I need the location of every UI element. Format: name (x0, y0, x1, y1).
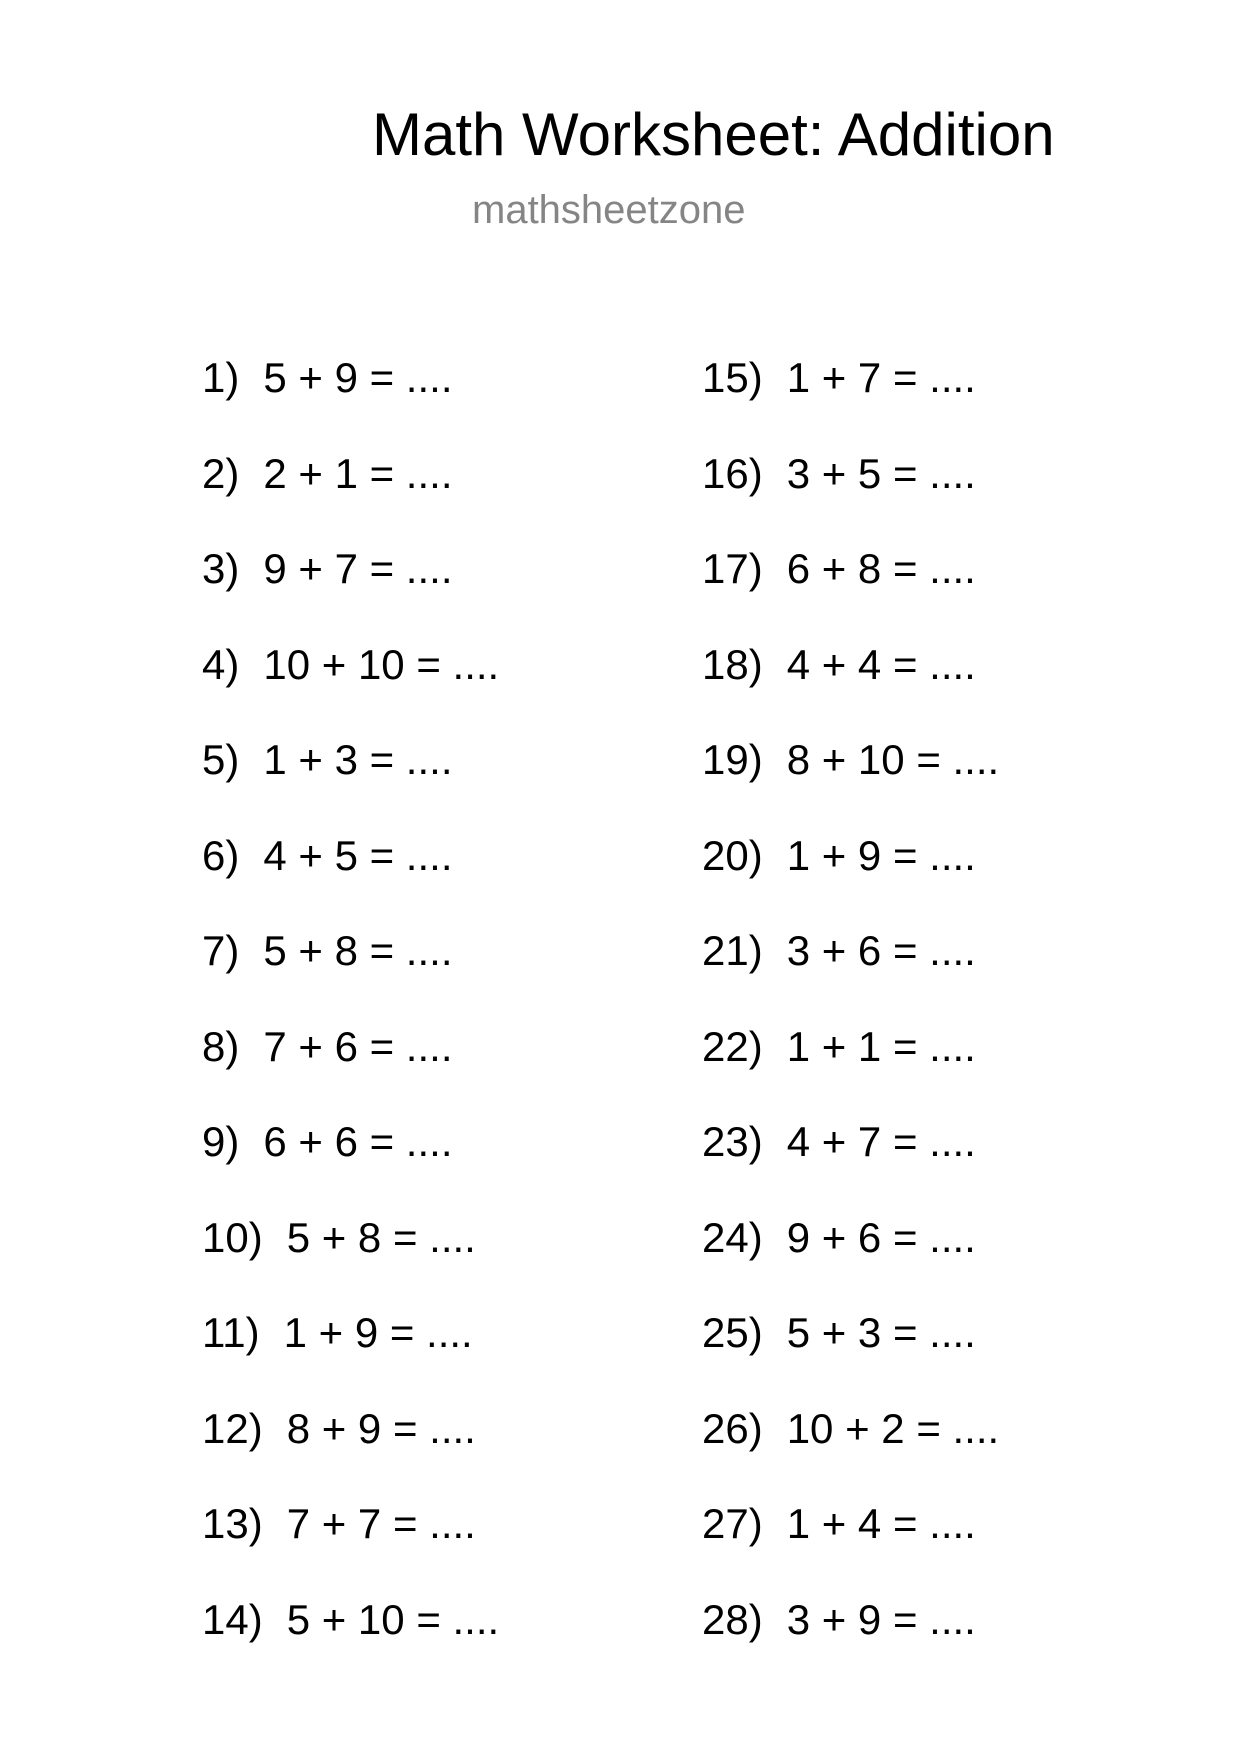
problem-item (702, 444, 999, 540)
problem-expression: 10 + 2 = .... (786, 1404, 1000, 1452)
problem-item (702, 1494, 999, 1590)
problem-item (202, 1303, 499, 1399)
problem-item (202, 826, 499, 922)
problem-expression: 6 + 6 = .... (263, 1118, 453, 1165)
problem-item (202, 730, 499, 826)
problem-item (702, 539, 999, 635)
problem-item (202, 1494, 499, 1590)
problem-number: 1) (202, 354, 240, 401)
problem-expression: 1 + 3 = .... (263, 736, 453, 783)
problem-item (202, 1208, 499, 1304)
problem-number: 4) (202, 640, 240, 688)
problem-number: 17) (702, 545, 763, 592)
problem-expression: 7 + 7 = .... (286, 1500, 476, 1547)
problem-number: 10) (202, 1213, 263, 1261)
problem-expression: 4 + 7 = .... (786, 1118, 976, 1165)
problem-number: 15) (702, 354, 763, 401)
problem-number: 25) (702, 1309, 763, 1356)
problem-number: 2) (202, 449, 240, 497)
problem-expression: 1 + 4 = .... (786, 1500, 976, 1547)
problem-item (202, 1112, 499, 1208)
problem-expression: 3 + 5 = .... (786, 449, 976, 497)
problem-number: 20) (702, 831, 763, 879)
problem-expression: 5 + 8 = .... (263, 927, 453, 974)
problem-expression: 3 + 9 = .... (786, 1595, 976, 1643)
problem-number: 12) (202, 1404, 263, 1452)
problem-item (702, 1399, 999, 1495)
problem-expression: 9 + 6 = .... (786, 1213, 976, 1261)
problem-item (202, 348, 499, 444)
problem-expression: 5 + 8 = .... (286, 1213, 476, 1261)
problem-number: 7) (202, 927, 240, 974)
problem-item (702, 1112, 999, 1208)
problem-item (202, 539, 499, 635)
problem-expression: 1 + 9 = .... (786, 831, 976, 879)
problem-expression: 7 + 6 = .... (263, 1022, 453, 1070)
problem-expression: 9 + 7 = .... (263, 545, 453, 592)
problem-number: 24) (702, 1213, 763, 1261)
problem-expression: 5 + 10 = .... (286, 1595, 500, 1643)
problem-expression: 4 + 4 = .... (786, 640, 976, 688)
problem-expression: 8 + 9 = .... (286, 1404, 476, 1452)
problem-item (702, 348, 999, 444)
problem-item (202, 1017, 499, 1113)
problem-expression: 2 + 1 = .... (263, 449, 453, 497)
problem-item (702, 635, 999, 731)
problem-expression: 1 + 1 = .... (786, 1022, 976, 1070)
problem-item (202, 444, 499, 540)
problem-number: 3) (202, 545, 240, 592)
problem-number: 9) (202, 1118, 240, 1165)
problem-expression: 1 + 7 = .... (786, 354, 976, 401)
problem-number: 5) (202, 736, 240, 783)
problem-item (702, 1590, 999, 1686)
problem-number: 23) (702, 1118, 763, 1165)
problem-expression: 6 + 8 = .... (786, 545, 976, 592)
problem-item (702, 1208, 999, 1304)
problem-expression: 5 + 9 = .... (263, 354, 453, 401)
problem-item (202, 1399, 499, 1495)
problem-expression: 3 + 6 = .... (786, 927, 976, 974)
problem-number: 27) (702, 1500, 763, 1547)
problem-expression: 4 + 5 = .... (263, 831, 453, 879)
problem-expression: 10 + 10 = .... (263, 640, 500, 688)
problem-number: 16) (702, 449, 763, 497)
problem-item (202, 635, 499, 731)
problem-expression: 8 + 10 = .... (786, 736, 1000, 783)
problem-item (702, 826, 999, 922)
problem-item (702, 1303, 999, 1399)
problem-number: 18) (702, 640, 763, 688)
page-title: Math Worksheet: Addition (372, 101, 1055, 168)
problem-item (702, 730, 999, 826)
problem-number: 8) (202, 1022, 240, 1070)
problem-number: 19) (702, 736, 763, 783)
problem-number: 21) (702, 927, 763, 974)
site-name: mathsheetzone (472, 188, 746, 232)
problem-number: 22) (702, 1022, 763, 1070)
problem-item (202, 1590, 499, 1686)
problem-number: 26) (702, 1404, 763, 1452)
problem-item (702, 1017, 999, 1113)
problem-number: 6) (202, 831, 240, 879)
problem-number: 11) (202, 1309, 260, 1356)
problem-number: 13) (202, 1500, 263, 1547)
problem-item (202, 921, 499, 1017)
problem-item (702, 921, 999, 1017)
problem-column-right (702, 348, 999, 1685)
problem-number: 28) (702, 1595, 763, 1643)
problem-number: 14) (202, 1595, 263, 1643)
problem-expression: 5 + 3 = .... (786, 1309, 976, 1356)
problem-expression: 1 + 9 = .... (283, 1309, 473, 1356)
problem-column-left (202, 348, 499, 1685)
